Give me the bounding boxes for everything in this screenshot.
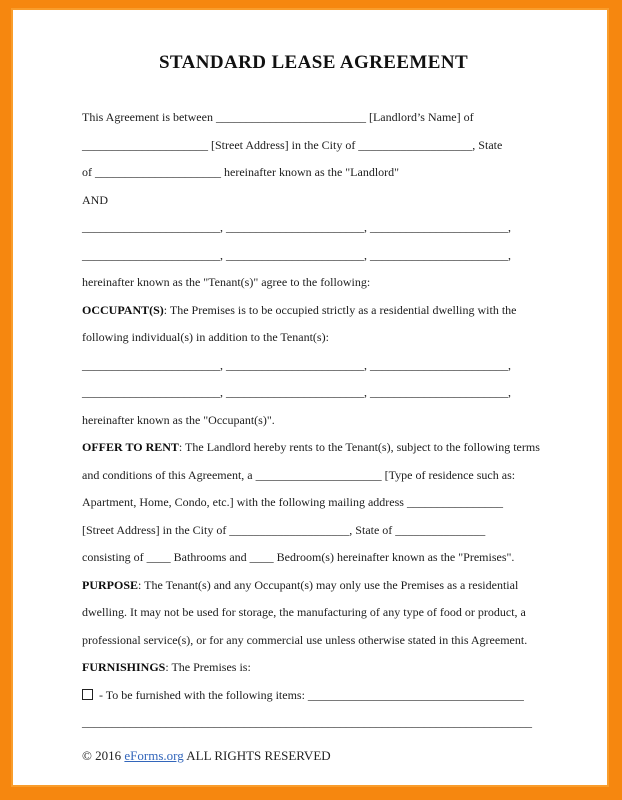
document-title: STANDARD LEASE AGREEMENT — [158, 52, 469, 73]
furnishings-continuation-blank: ___________________________________________________________________________ — [82, 715, 532, 729]
intro-line-1: This Agreement is between _________________________ [Landlord’s Name] of — [82, 110, 474, 124]
eforms-link[interactable]: eForms.org — [124, 748, 184, 763]
purpose-line-2: dwelling. It may not be used for storage, the manufacturing of any type of food or product, a — [82, 605, 526, 619]
purpose-line-1 — [82, 572, 545, 600]
furnishings-line-1 — [82, 654, 545, 682]
purpose-heading: PURPOSE — [82, 577, 139, 592]
document-body — [82, 104, 545, 737]
occupants-heading: OCCUPANT(S) — [82, 302, 164, 317]
intro-conjunction: AND — [82, 192, 108, 207]
document-page — [13, 10, 607, 785]
offer-line-2: and conditions of this Agreement, a _____________________ [Type of residence such as: — [82, 467, 516, 482]
furnished-checkbox-icon[interactable] — [82, 689, 93, 700]
offer-line-4: [Street Address] in the City of ____________________, State of _______________ — [82, 522, 486, 537]
tenant-close-line: hereinafter known as the "Tenant(s)" agree to the following: — [82, 275, 371, 289]
occupants-close-line: hereinafter known as the "Occupant(s)". — [82, 412, 275, 427]
occupant-names-blank-row-1: _______________________, _______________________, _______________________, — [82, 357, 511, 372]
furnishings-heading: FURNISHINGS — [82, 660, 166, 674]
offer-line-5: consisting of ____ Bathrooms and ____ Bedroom(s) hereinafter known as the "Premises". — [82, 550, 515, 564]
offer-line-1-text: : The Landlord hereby rents to the Tenant(s), subject to the following terms — [178, 440, 540, 454]
tenant-names-blank-row-1: _______________________, _______________________, _______________________, — [82, 220, 511, 234]
footer — [82, 748, 331, 764]
occupants-line-1-text: : The Premises is to be occupied strictly as a residential dwelling with the — [163, 302, 517, 317]
furnishings-line-1-text: : The Premises is: — [165, 660, 251, 674]
copyright-suffix: ALL RIGHTS RESERVED — [183, 748, 331, 763]
occupants-line-1 — [82, 297, 545, 325]
tenant-names-blank-row-2: _______________________, _______________________, _______________________, — [82, 247, 511, 262]
offer-line-1 — [82, 434, 545, 462]
purpose-line-1-text: : The Tenant(s) and any Occupant(s) may only use the Premises as a residential — [138, 577, 519, 592]
copyright-prefix: © 2016 — [82, 748, 125, 763]
intro-line-2: _____________________ [Street Address] in the City of ___________________, State — [82, 137, 503, 152]
occupants-line-2: following individual(s) in addition to the Tenant(s): — [82, 330, 329, 344]
intro-line-3: of _____________________ hereinafter known as the "Landlord" — [82, 165, 400, 179]
offer-heading: OFFER TO RENT — [82, 440, 179, 454]
purpose-line-3: professional service(s), or for any commercial use unless otherwise stated in this Agreement. — [82, 632, 528, 647]
furnishings-checkbox-text: - To be furnished with the following items: ____________________________________ — [99, 687, 524, 702]
offer-line-3: Apartment, Home, Condo, etc.] with the following mailing address ________________ — [82, 495, 503, 509]
occupant-names-blank-row-2: _______________________, _______________________, _______________________, — [82, 385, 511, 399]
furnishings-checkbox-line — [82, 682, 545, 710]
